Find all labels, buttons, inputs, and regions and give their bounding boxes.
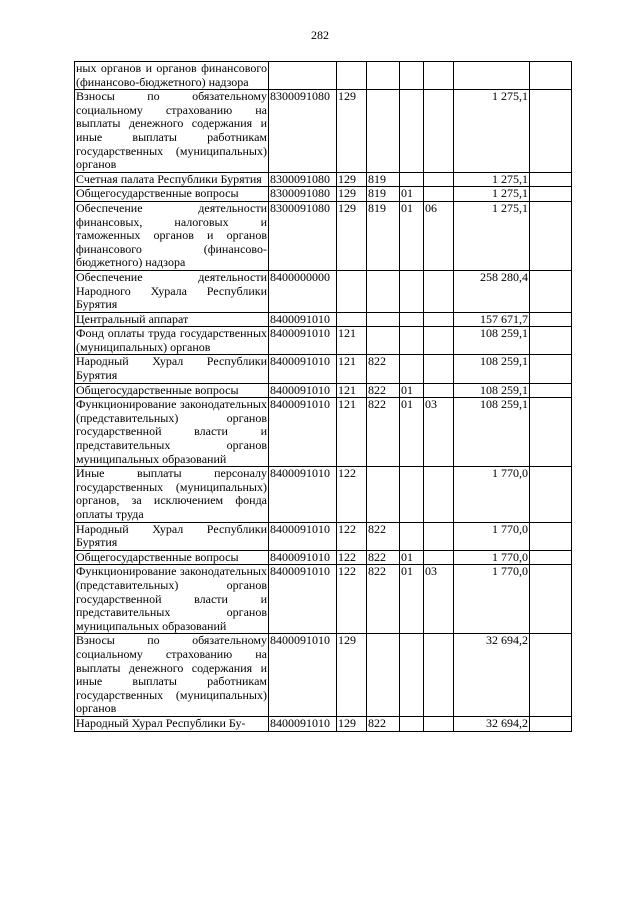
expense-type-cell: 121 xyxy=(337,355,367,383)
expense-name-cell: Функционирование законодательных (представительных) органов государственной власти и представительных органов муниципальных образований xyxy=(76,397,267,466)
section-cell xyxy=(400,172,424,187)
target-code-cell: 8400000000 xyxy=(269,270,337,312)
expense-name-cell: Народный Хурал Республики Бу- xyxy=(75,716,269,731)
expense-name-cell: Иные выплаты персоналу государственных (муниципальных) органов, за исключением фонда оплаты труда xyxy=(76,466,267,521)
extra-cell xyxy=(530,634,572,717)
table-row xyxy=(75,398,572,467)
table-row xyxy=(75,565,572,634)
target-code-cell: 8400091010 xyxy=(269,565,337,634)
table-row xyxy=(75,270,572,312)
expense-name-cell: Общегосударственные вопросы xyxy=(75,383,269,398)
extra-cell xyxy=(530,565,572,634)
expense-name-cell: Общегосударственные вопросы xyxy=(75,187,269,202)
amount-cell: 108 259,1 xyxy=(454,383,530,398)
table-row xyxy=(75,355,572,383)
target-code-cell: 8300091080 xyxy=(269,90,337,173)
subsection-cell xyxy=(424,187,454,202)
expense-name-cell: Функционирование законодательных (представительных) органов государственной власти и представительных органов муниципальных образований xyxy=(76,564,267,633)
subsection-cell: 03 xyxy=(424,398,454,467)
subsection-cell xyxy=(424,383,454,398)
section-cell xyxy=(400,270,424,312)
section-cell xyxy=(400,716,424,731)
subsection-cell xyxy=(424,327,454,355)
expense-type-cell: 129 xyxy=(337,172,367,187)
amount-cell: 1 275,1 xyxy=(454,201,530,270)
amount-cell: 108 259,1 xyxy=(454,327,530,355)
expense-name-cell: Центральный аппарат xyxy=(75,312,269,327)
extra-cell xyxy=(530,312,572,327)
extra-cell xyxy=(530,550,572,565)
expense-type-cell: 129 xyxy=(337,187,367,202)
ministry-code-cell xyxy=(367,467,400,522)
extra-cell xyxy=(530,270,572,312)
amount-cell: 1 275,1 xyxy=(454,172,530,187)
ministry-code-cell: 822 xyxy=(367,522,400,550)
ministry-code-cell xyxy=(367,270,400,312)
expense-type-cell xyxy=(337,270,367,312)
subsection-cell xyxy=(424,716,454,731)
amount-cell: 1 770,0 xyxy=(454,550,530,565)
expense-name-cell: Общегосударственные вопросы xyxy=(75,550,269,565)
amount-cell: 32 694,2 xyxy=(454,634,530,717)
ministry-code-cell xyxy=(367,634,400,717)
table-row xyxy=(75,467,572,522)
target-code-cell: 8300091080 xyxy=(269,187,337,202)
subsection-cell xyxy=(424,270,454,312)
expense-type-cell: 122 xyxy=(337,467,367,522)
extra-cell xyxy=(530,187,572,202)
target-code-cell: 8400091010 xyxy=(269,398,337,467)
section-cell xyxy=(400,62,424,90)
table-row xyxy=(75,187,572,202)
target-code-cell: 8400091010 xyxy=(269,716,337,731)
expense-type-cell: 121 xyxy=(337,327,367,355)
subsection-cell xyxy=(424,522,454,550)
ministry-code-cell: 822 xyxy=(367,565,400,634)
ministry-code-cell: 819 xyxy=(367,187,400,202)
ministry-code-cell: 819 xyxy=(367,201,400,270)
section-cell xyxy=(400,327,424,355)
table-row xyxy=(75,716,572,731)
subsection-cell xyxy=(424,634,454,717)
table-row xyxy=(75,172,572,187)
extra-cell xyxy=(530,90,572,173)
expense-type-cell: 129 xyxy=(337,201,367,270)
target-code-cell: 8400091010 xyxy=(269,467,337,522)
target-code-cell: 8400091010 xyxy=(269,634,337,717)
section-cell xyxy=(400,355,424,383)
amount-cell: 1 275,1 xyxy=(454,187,530,202)
page-number: 282 xyxy=(311,28,329,42)
section-cell: 01 xyxy=(400,201,424,270)
extra-cell xyxy=(530,522,572,550)
ministry-code-cell: 822 xyxy=(367,383,400,398)
expense-type-cell: 121 xyxy=(337,383,367,398)
section-cell xyxy=(400,312,424,327)
subsection-cell xyxy=(424,355,454,383)
expense-name-cell: Обеспечение деятельности финансовых, налоговых и таможенных органов и органов финансового (финансово-бюджетного) надзора xyxy=(76,201,267,270)
section-cell: 01 xyxy=(400,187,424,202)
section-cell xyxy=(400,522,424,550)
target-code-cell: 8300091080 xyxy=(269,201,337,270)
expense-name-cell: ных органов и органов финансового (финансово-бюджетного) надзора xyxy=(76,61,267,89)
expense-type-cell: 129 xyxy=(337,716,367,731)
target-code-cell: 8400091010 xyxy=(269,383,337,398)
extra-cell xyxy=(530,327,572,355)
expense-name-cell: Народный Хурал Республики Бурятия xyxy=(76,522,267,550)
extra-cell xyxy=(530,62,572,90)
target-code-cell xyxy=(269,62,337,90)
expense-type-cell: 129 xyxy=(337,90,367,173)
expense-name-cell: Счетная палата Республики Бурятия xyxy=(75,172,269,187)
expense-type-cell xyxy=(337,62,367,90)
subsection-cell: 03 xyxy=(424,565,454,634)
amount-cell: 108 259,1 xyxy=(454,355,530,383)
ministry-code-cell xyxy=(367,62,400,90)
ministry-code-cell xyxy=(367,327,400,355)
expense-name-cell: Обеспечение деятельности Народного Хурала Республики Бурятия xyxy=(76,270,267,312)
expense-type-cell: 122 xyxy=(337,522,367,550)
amount-cell: 1 770,0 xyxy=(454,522,530,550)
target-code-cell: 8400091010 xyxy=(269,522,337,550)
expense-type-cell: 129 xyxy=(337,634,367,717)
table-row xyxy=(75,90,572,173)
section-cell: 01 xyxy=(400,383,424,398)
ministry-code-cell: 822 xyxy=(367,398,400,467)
amount-cell: 32 694,2 xyxy=(454,716,530,731)
section-cell: 01 xyxy=(400,550,424,565)
extra-cell xyxy=(530,716,572,731)
ministry-code-cell: 822 xyxy=(367,355,400,383)
table-body xyxy=(75,62,572,732)
table-row xyxy=(75,201,572,270)
amount-cell: 108 259,1 xyxy=(454,398,530,467)
extra-cell xyxy=(530,172,572,187)
section-cell xyxy=(400,634,424,717)
subsection-cell xyxy=(424,62,454,90)
subsection-cell xyxy=(424,550,454,565)
table-row xyxy=(75,327,572,355)
subsection-cell: 06 xyxy=(424,201,454,270)
expense-name-cell: Народный Хурал Республики Бурятия xyxy=(76,354,267,383)
ministry-code-cell: 822 xyxy=(367,550,400,565)
expense-name-cell: Взносы по обязательному социальному страхованию на выплаты денежного содержания и иные выплаты работникам государственных (муниципальных) органов xyxy=(76,633,267,716)
expense-type-cell: 122 xyxy=(337,550,367,565)
expense-type-cell: 122 xyxy=(337,565,367,634)
ministry-code-cell: 819 xyxy=(367,172,400,187)
subsection-cell xyxy=(424,467,454,522)
extra-cell xyxy=(530,383,572,398)
ministry-code-cell xyxy=(367,312,400,327)
target-code-cell: 8400091010 xyxy=(269,355,337,383)
section-cell: 01 xyxy=(400,398,424,467)
table-row xyxy=(75,634,572,717)
amount-cell: 1 770,0 xyxy=(454,565,530,634)
amount-cell: 258 280,4 xyxy=(454,270,530,312)
table-row xyxy=(75,62,572,90)
section-cell xyxy=(400,90,424,173)
expense-name-cell: Фонд оплаты труда государственных (муниципальных) органов xyxy=(76,326,267,354)
subsection-cell xyxy=(424,90,454,173)
expense-name-cell: Взносы по обязательному социальному страхованию на выплаты денежного содержания и иные выплаты работникам государственных (муниципальных) органов xyxy=(76,89,267,172)
table-row xyxy=(75,312,572,327)
amount-cell xyxy=(454,62,530,90)
ministry-code-cell xyxy=(367,90,400,173)
expense-type-cell: 121 xyxy=(337,398,367,467)
budget-table xyxy=(74,61,572,732)
target-code-cell: 8400091010 xyxy=(269,312,337,327)
section-cell xyxy=(400,467,424,522)
amount-cell: 157 671,7 xyxy=(454,312,530,327)
table-row xyxy=(75,550,572,565)
extra-cell xyxy=(530,355,572,383)
table-row xyxy=(75,383,572,398)
section-cell: 01 xyxy=(400,565,424,634)
ministry-code-cell: 822 xyxy=(367,716,400,731)
amount-cell: 1 770,0 xyxy=(454,467,530,522)
extra-cell xyxy=(530,201,572,270)
amount-cell: 1 275,1 xyxy=(454,90,530,173)
subsection-cell xyxy=(424,312,454,327)
extra-cell xyxy=(530,467,572,522)
subsection-cell xyxy=(424,172,454,187)
extra-cell xyxy=(530,398,572,467)
target-code-cell: 8300091080 xyxy=(269,172,337,187)
table-row xyxy=(75,522,572,550)
target-code-cell: 8400091010 xyxy=(269,550,337,565)
target-code-cell: 8400091010 xyxy=(269,327,337,355)
expense-type-cell xyxy=(337,312,367,327)
